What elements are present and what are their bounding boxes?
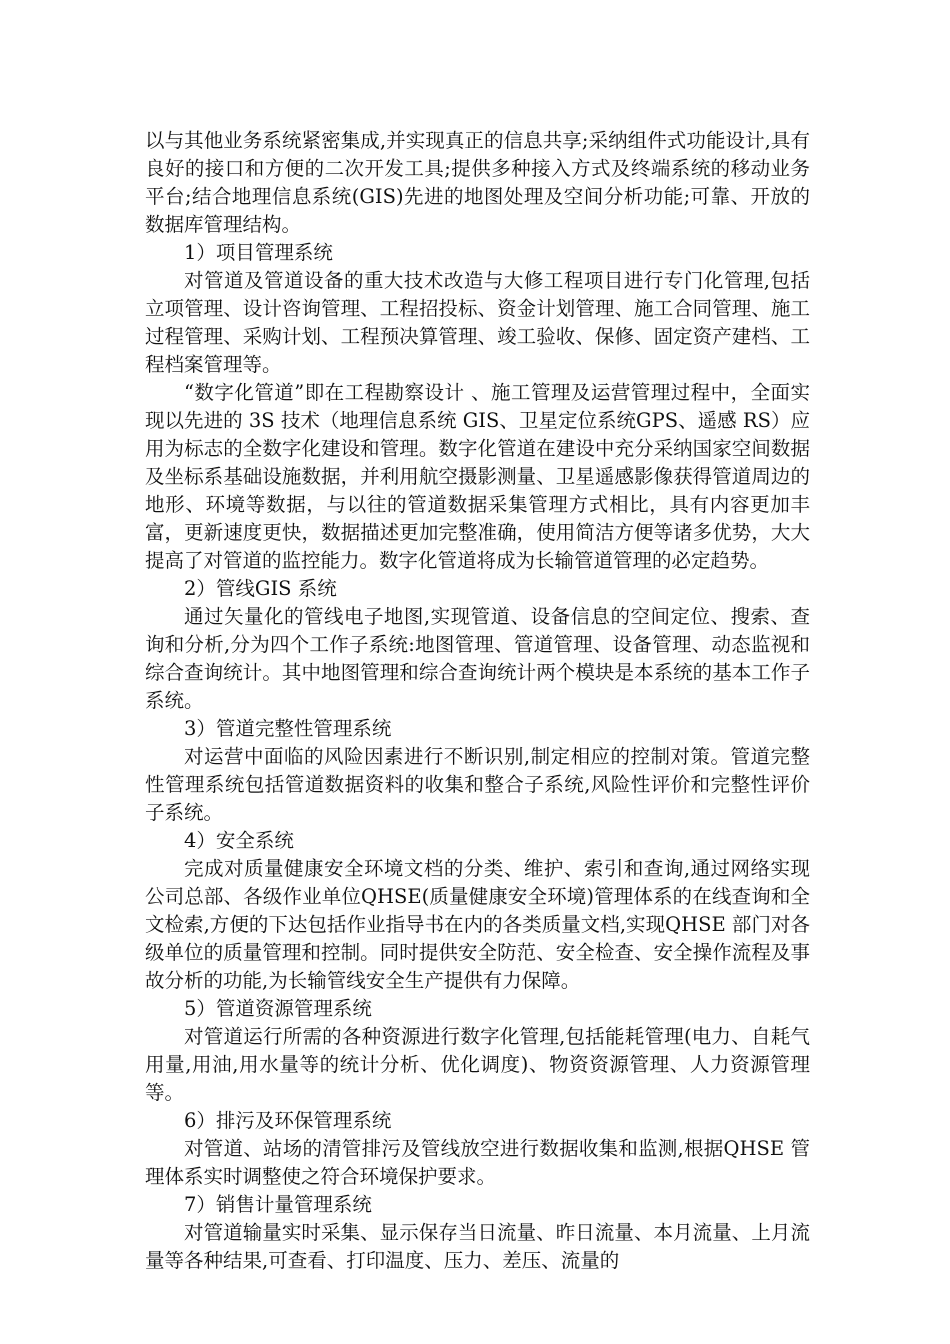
intro-paragraph: 以与其他业务系统紧密集成,并实现真正的信息共享;采纳组件式功能设计,具有良好的接口和方便的二次开发工具;提供多种接入方式及终端系统的移动业务平台;结合地理信息系统(GIS)先进的地图处理及空间分析功能;可靠、开放的数据库管理结构。 bbox=[145, 129, 810, 236]
section-heading-project-management: 1）项目管理系统 bbox=[184, 241, 333, 264]
section-heading-integrity-management: 3）管道完整性管理系统 bbox=[184, 717, 392, 740]
gis-system-paragraph: 通过矢量化的管线电子地图,实现管道、设备信息的空间定位、搜索、查询和分析,分为四个工作子系统:地图管理、管道管理、设备管理、动态监视和综合查询统计。其中地图管理和综合查询统计两个模块是本系统的基本工作子系统。 bbox=[145, 605, 810, 712]
environmental-management-paragraph: 对管道、站场的清管排污及管线放空进行数据收集和监测,根据QHSE 管理体系实时调整使之符合环境保护要求。 bbox=[145, 1137, 810, 1188]
section-heading-gis-system: 2）管线GIS 系统 bbox=[184, 577, 337, 600]
integrity-management-paragraph: 对运营中面临的风险因素进行不断识别,制定相应的控制对策。管道完整性管理系统包括管道数据资料的收集和整合子系统,风险性评价和完整性评价子系统。 bbox=[145, 745, 810, 824]
sales-metering-paragraph: 对管道输量实时采集、显示保存当日流量、昨日流量、本月流量、上月流量等各种结果,可查看、打印温度、压力、差压、流量的 bbox=[145, 1221, 810, 1272]
section-heading-environmental-management: 6）排污及环保管理系统 bbox=[184, 1109, 392, 1132]
section-heading-resource-management: 5）管道资源管理系统 bbox=[184, 997, 372, 1020]
document-page bbox=[145, 127, 810, 1275]
section-heading-sales-metering: 7）销售计量管理系统 bbox=[184, 1193, 372, 1216]
section-heading-safety-system: 4）安全系统 bbox=[184, 829, 294, 852]
project-management-paragraph: 对管道及管道设备的重大技术改造与大修工程项目进行专门化管理,包括立项管理、设计咨询管理、工程招投标、资金计划管理、施工合同管理、施工过程管理、采购计划、工程预决算管理、竣工验收、保修、固定资产建档、工程档案管理等。 bbox=[145, 269, 810, 376]
safety-system-paragraph: 完成对质量健康安全环境文档的分类、维护、索引和查询,通过网络实现公司总部、各级作业单位QHSE(质量健康安全环境)管理体系的在线查询和全文检索,方便的下达包括作业指导书在内的各类质量文档,实现QHSE 部门对各级单位的质量管理和控制。同时提供安全防范、安全检查、安全操作流程及事故分析的功能,为长输管线安全生产提供有力保障。 bbox=[145, 857, 810, 992]
digital-pipeline-paragraph: “数字化管道”即在工程勘察设计 、施工管理及运营管理过程中，全面实现以先进的 3S 技术（地理信息系统 GIS、卫星定位系统GPS、遥感 RS）应用为标志的全数字化建设和管理。数字化管道在建设中充分采纳国家空间数据及坐标系基础设施数据，并利用航空摄影测量、卫星遥感影像获得管道周边的地形、环境等数据，与以往的管道数据采集管理方式相比，具有内容更加丰富，更新速度更快，数据描述更加完整准确，使用简洁方便等诸多优势，大大提高了对管道的监控能力。数字化管道将成为长输管道管理的必定趋势。 bbox=[145, 381, 810, 572]
resource-management-paragraph: 对管道运行所需的各种资源进行数字化管理,包括能耗管理(电力、自耗气用量,用油,用水量等的统计分析、优化调度)、物资资源管理、人力资源管理等。 bbox=[145, 1025, 810, 1104]
